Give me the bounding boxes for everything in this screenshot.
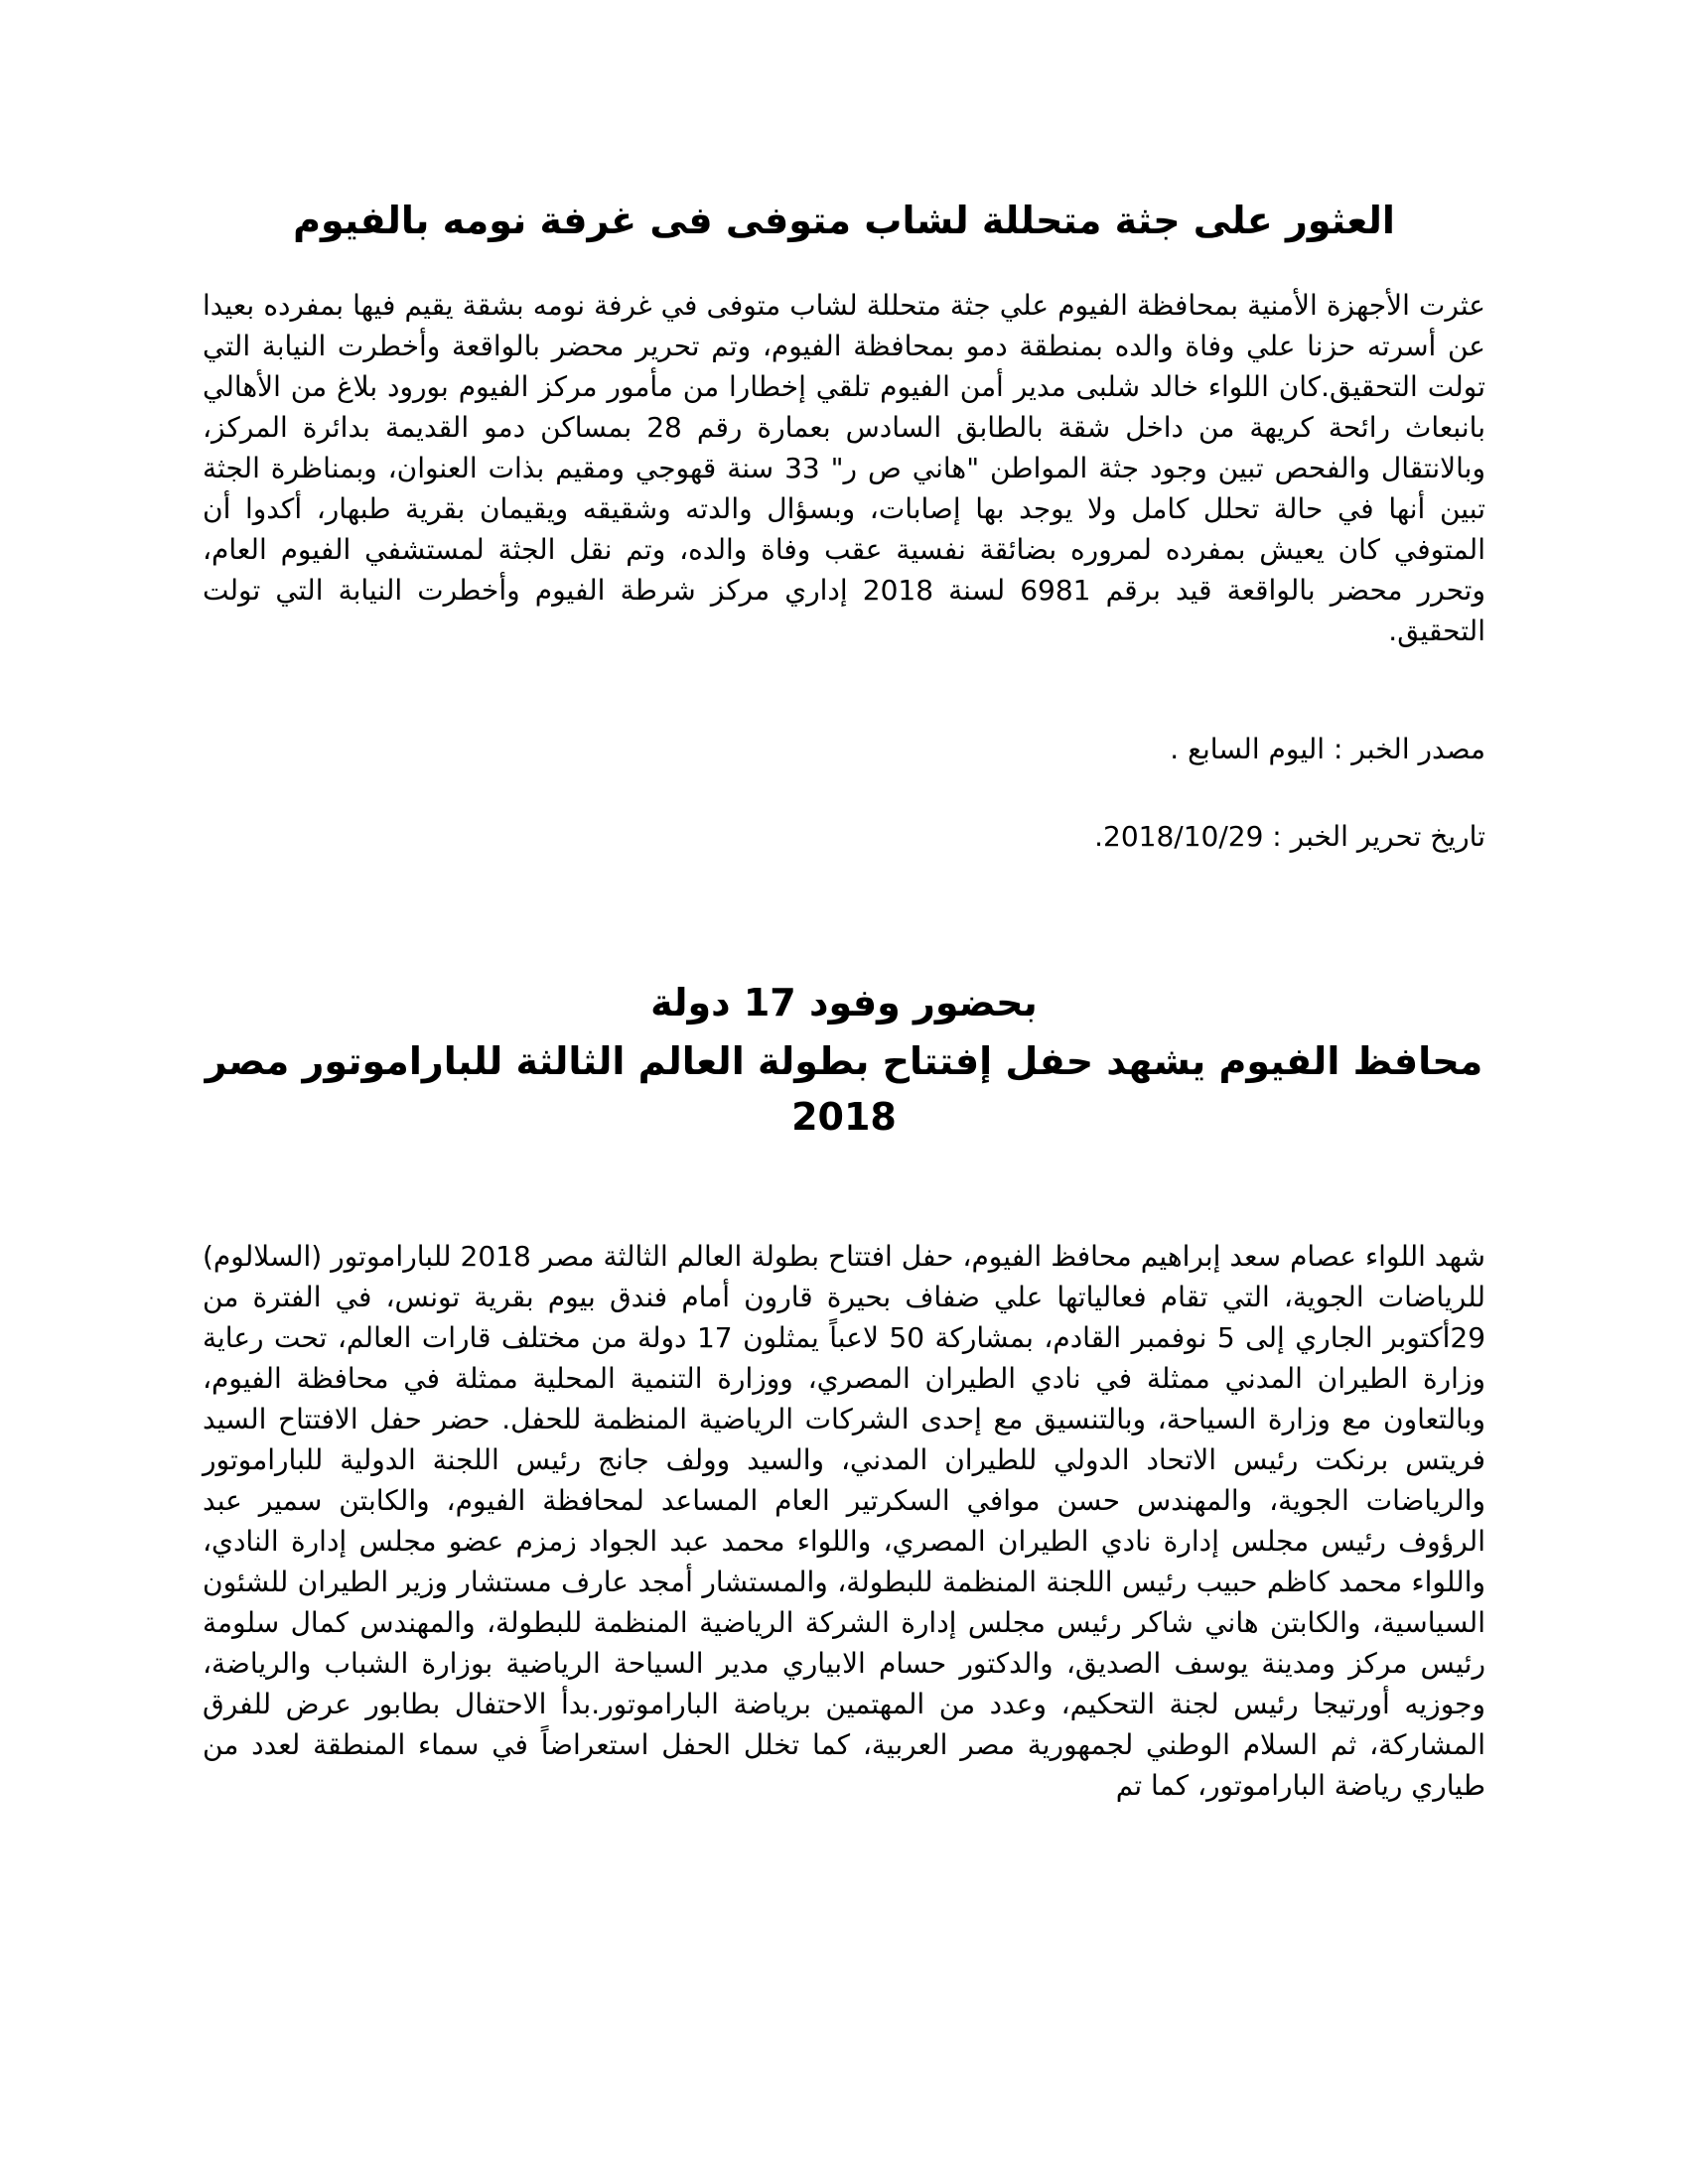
article-2-body: شهد اللواء عصام سعد إبراهيم محافظ الفيوم، حفل افتتاح بطولة العالم الثالثة مصر 2018 للباراموتور (السلالوم) للرياضات الجوية، التي تقام فعالياتها علي ضفاف بحيرة قارون أمام فندق بيوم بقرية تونس، في الفترة من 29أكتوبر الجاري إلى 5 نوفمبر القادم، بمشاركة 50 لاعباً يمثلون 17 دولة من مختلف قارات العالم، تحت رعاية وزارة الطيران المدني ممثلة في نادي الطيران المصري، ووزارة التنمية المحلية ممثلة في محافظة الفيوم، وبالتعاون مع وزارة السياحة، وبالتنسيق مع إحدى الشركات الرياضية المنظمة للحفل. حضر حفل الافتتاح السيد فريتس برنكت رئيس الاتحاد الدولي للطيران المدني، والسيد وولف جانج رئيس اللجنة الدولية للباراموتور والرياضات الجوية، والمهندس حسن موافي السكرتير العام المساعد لمحافظة الفيوم، والكابتن سمير عبد الرؤوف رئيس مجلس إدارة نادي الطيران المصري، واللواء محمد عبد الجواد زمزم عضو مجلس إدارة النادي، واللواء محمد كاظم حبيب رئيس اللجنة المنظمة للبطولة، والمستشار أمجد عارف مستشار وزير الطيران للشئون السياسية، والكابتن هاني شاكر رئيس مجلس إدارة الشركة الرياضية المنظمة للبطولة، والمهندس كمال سلومة رئيس مركز ومدينة يوسف الصديق، والدكتور حسام الابياري مدير السياحة الرياضية بوزارة الشباب والرياضة، وجوزيه أورتيجا رئيس لجنة التحكيم، وعدد من المهتمين برياضة الباراموتور.بدأ الاحتفال بطابور عرض للفرق المشاركة، ثم السلام الوطني لجمهورية مصر العربية، كما تخلل الحفل استعراضاً في سماء المنطقة لعدد من طياري رياضة الباراموتور، كما تم <box>203 1240 1486 1802</box>
article-1-date: تاريخ تحرير الخبر : 2018/10/29. <box>1094 820 1485 853</box>
article-1-title: العثور على جثة متحللة لشاب متوفى فى غرفة نومه بالفيوم <box>293 199 1395 242</box>
article-2-title-line-2: محافظ الفيوم يشهد حفل إفتتاح بطولة العالم الثالثة للباراموتور مصر 2018 <box>205 1039 1483 1139</box>
article-1-source: مصدر الخبر : اليوم السابع . <box>1170 733 1485 765</box>
article-1-body: عثرت الأجهزة الأمنية بمحافظة الفيوم علي جثة متحللة لشاب متوفى في غرفة نومه بشقة يقيم فيها بمفرده بعيدا عن أسرته حزنا علي وفاة والده بمنطقة دمو بمحافظة الفيوم، وتم تحرير محضر بالواقعة وأخطرت النيابة التي تولت التحقيق.كان اللواء خالد شلبى مدير أمن الفيوم تلقي إخطارا من مأمور مركز الفيوم بورود بلاغ من الأهالي بانبعاث رائحة كريهة من داخل شقة بالطابق السادس بعمارة رقم 28 بمساكن دمو القديمة بدائرة المركز، وبالانتقال والفحص تبين وجود جثة المواطن "هاني ص ر" 33 سنة قهوجي ومقيم بذات العنوان، وبمناظرة الجثة تبين أنها في حالة تحلل كامل ولا يوجد بها إصابات، وبسؤال والدته وشقيقه ويقيمان بقرية طبهار، أكدوا أن المتوفي كان يعيش بمفرده لمروره بضائقة نفسية عقب وفاة والده، وتم نقل الجثة لمستشفي الفيوم العام، وتحرر محضر بالواقعة قيد برقم 6981 لسنة 2018 إداري مركز شرطة الفيوم وأخطرت النيابة التي تولت التحقيق. <box>203 289 1485 647</box>
article-2-title-line-1: بحضور وفود 17 دولة <box>650 981 1038 1024</box>
